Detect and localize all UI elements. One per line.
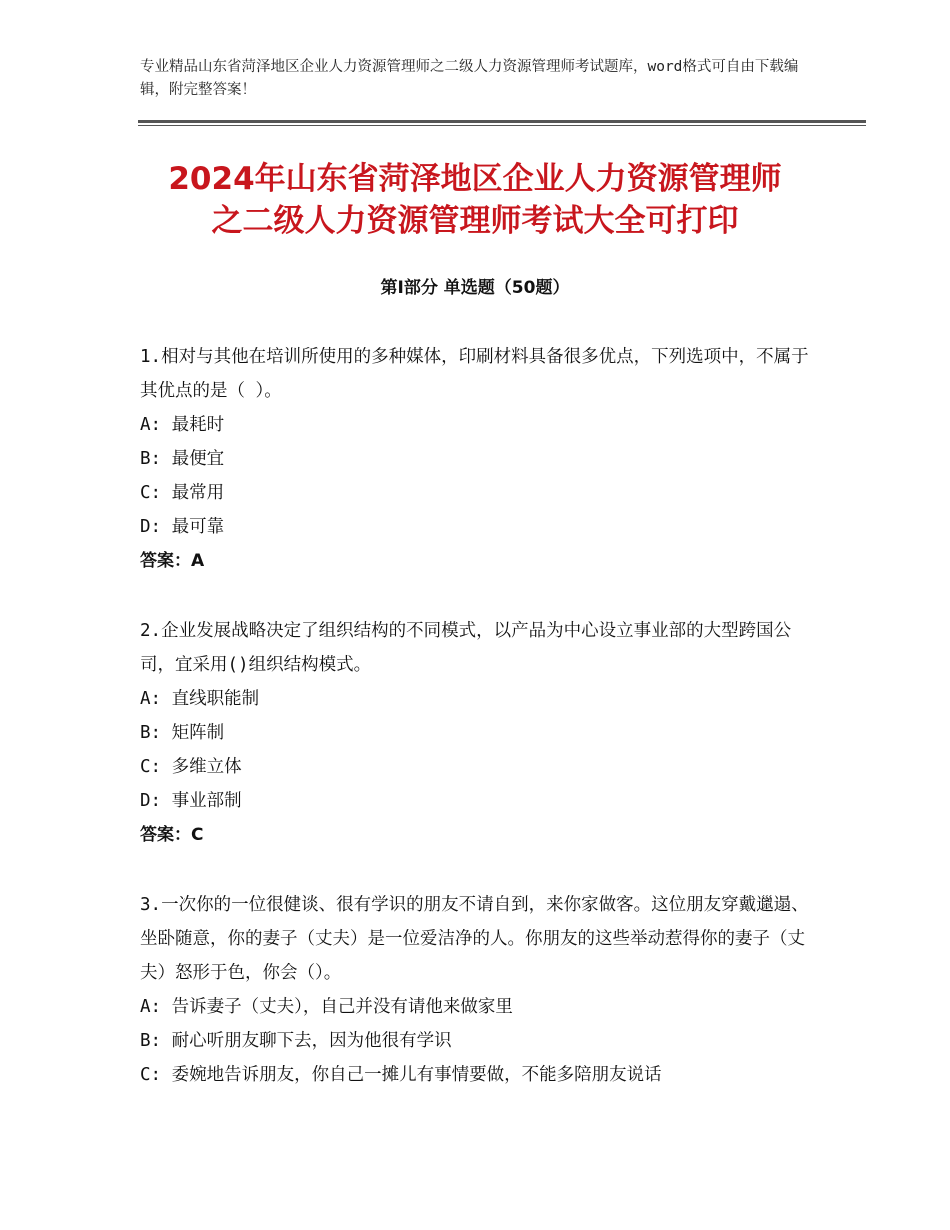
question-list: [140, 340, 820, 1128]
option-b: B: 耐心听朋友聊下去，因为他很有学识: [140, 1031, 452, 1051]
option-b: B: 最便宜: [140, 449, 225, 469]
option-c: C: 多维立体: [140, 757, 242, 777]
option-d: D: 最可靠: [140, 517, 225, 537]
question-1: [140, 340, 820, 578]
option-a: A: 直线职能制: [140, 689, 260, 709]
question-stem: 2.企业发展战略决定了组织结构的不同模式，以产品为中心设立事业部的大型跨国公司，宜采用()组织结构模式。: [140, 621, 792, 675]
answer-line: 答案：C: [140, 825, 204, 845]
document-title: [100, 158, 850, 242]
option-a: A: 最耗时: [140, 415, 225, 435]
section-title: 第Ⅰ部分 单选题（50题）: [380, 278, 570, 298]
option-c: C: 委婉地告诉朋友，你自己一摊儿有事情要做，不能多陪朋友说话: [140, 1065, 662, 1085]
question-2: [140, 614, 820, 852]
option-a: A: 告诉妻子（丈夫），自己并没有请他来做家里: [140, 997, 513, 1017]
title-line-1: 2024年山东省菏泽地区企业人力资源管理师: [168, 161, 782, 197]
option-c: C: 最常用: [140, 483, 225, 503]
header-divider: [138, 120, 866, 126]
question-stem: 3.一次你的一位很健谈、很有学识的朋友不请自到，来你家做客。这位朋友穿戴邋遢、坐卧随意，你的妻子（丈夫）是一位爱洁净的人。你朋友的这些举动惹得你的妻子（丈夫）怒形于色，你会（）。: [140, 895, 809, 983]
option-b: B: 矩阵制: [140, 723, 225, 743]
option-d: D: 事业部制: [140, 791, 242, 811]
question-3: [140, 888, 820, 1092]
question-stem: 1.相对与其他在培训所使用的多种媒体，印刷材料具备很多优点，下列选项中，不属于其优点的是（ ）。: [140, 347, 809, 401]
header-note: 专业精品山东省菏泽地区企业人力资源管理师之二级人力资源管理师考试题库，word格式可自由下载编辑，附完整答案！: [140, 59, 799, 98]
answer-line: 答案：A: [140, 551, 205, 571]
title-line-2: 之二级人力资源管理师考试大全可打印: [211, 203, 739, 239]
